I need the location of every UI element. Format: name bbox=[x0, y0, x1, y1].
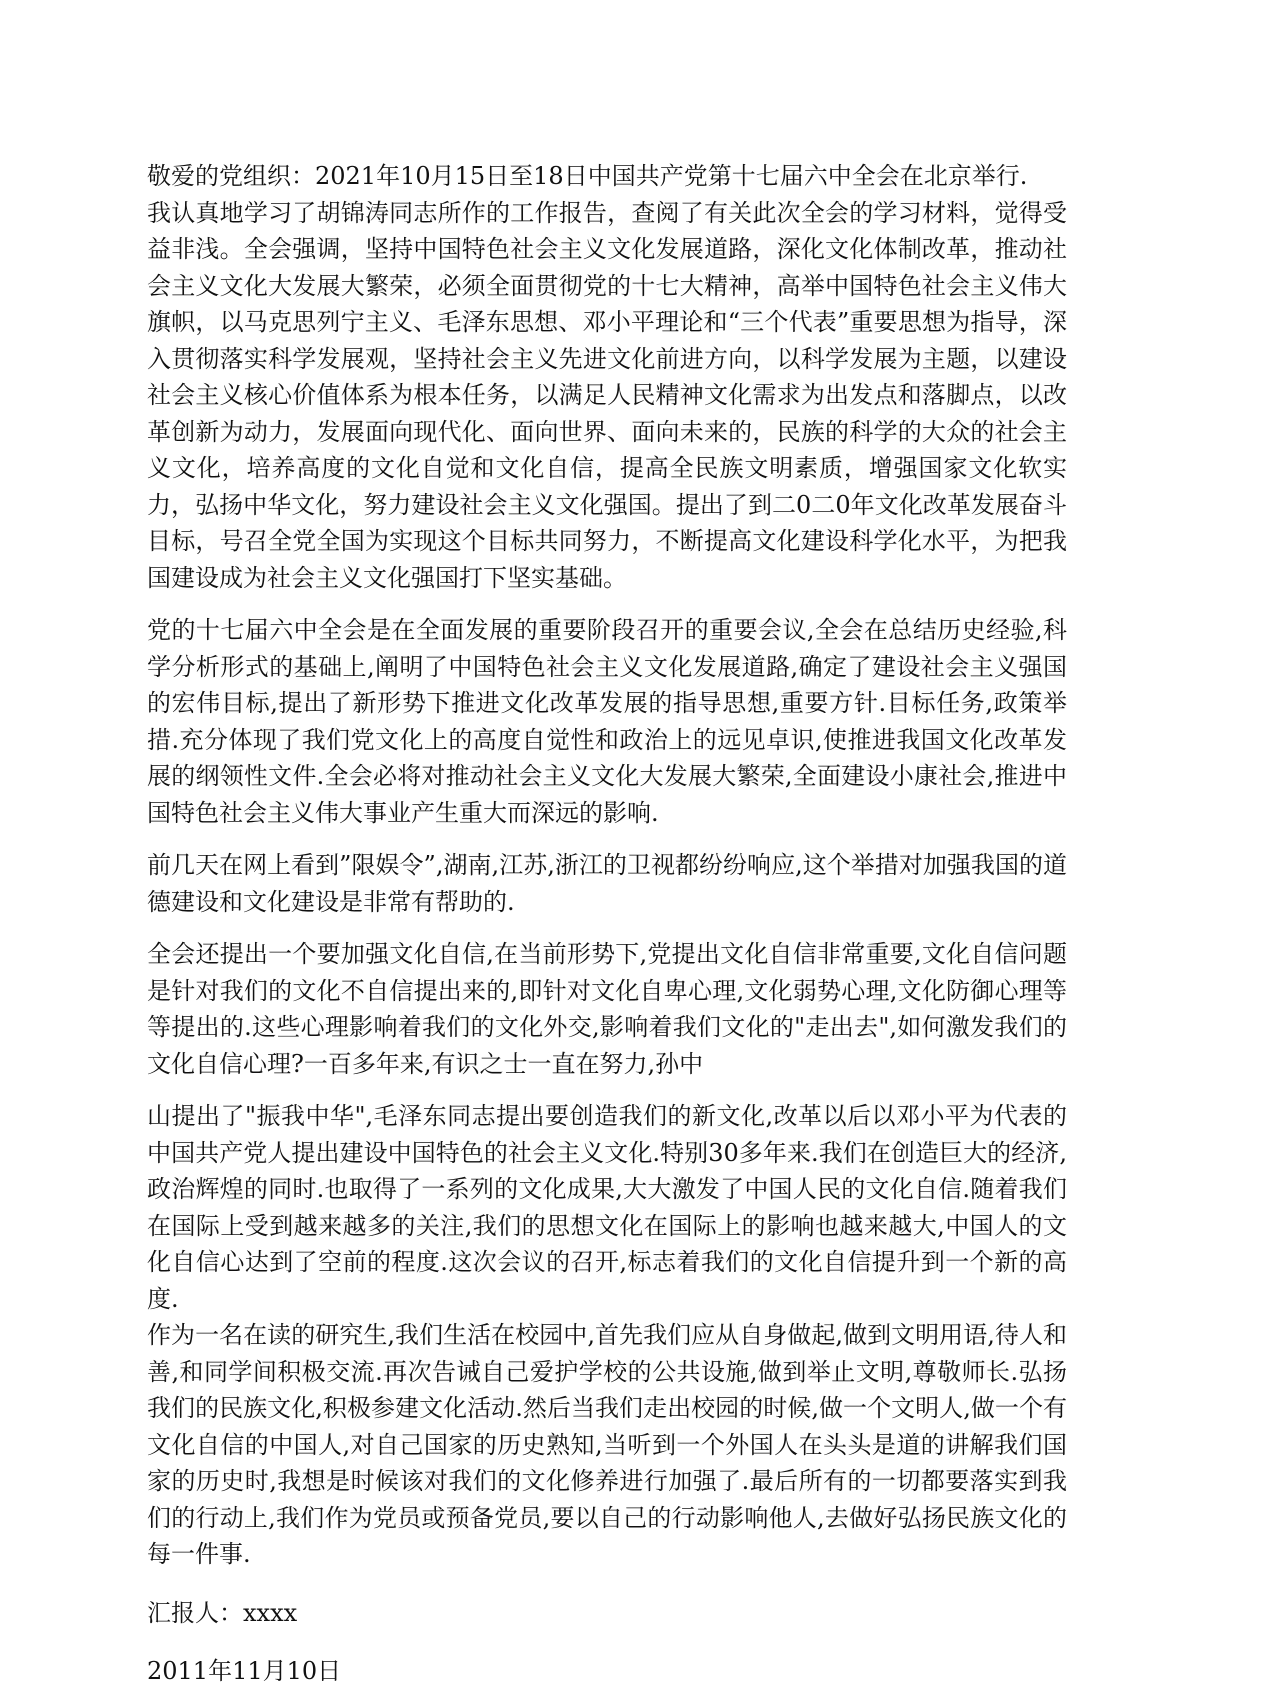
report-date: 2011年11月10日 bbox=[147, 1657, 342, 1685]
document-body bbox=[147, 158, 1067, 1690]
entertainment-restriction-paragraph: 前几天在网上看到”限娱令”,湖南,江苏,浙江的卫视都纷纷响应,这个举措对加强我国的道德建设和文化建设是非常有帮助的. bbox=[147, 851, 1067, 916]
cultural-confidence-paragraph: 全会还提出一个要加强文化自信,在当前形势下,党提出文化自信非常重要,文化自信问题是针对我们的文化不自信提出来的,即针对文化自卑心理,文化弱势心理,文化防御心理等等提出的.这些心理影响着我们的文化外交,影响着我们文化的"走出去",如何激发我们的文化自信心理?一百多年来,有识之士一直在努力,孙中 bbox=[147, 940, 1067, 1078]
study-report-paragraph: 我认真地学习了胡锦涛同志所作的工作报告，查阅了有关此次全会的学习材料，觉得受益非浅。全会强调，坚持中国特色社会主义文化发展道路，深化文化体制改革，推动社会主义文化大发展大繁荣，必须全面贯彻党的十七大精神，高举中国特色社会主义伟大旗帜，以马克思列宁主义、毛泽东思想、邓小平理论和“三个代表”重要思想为指导，深入贯彻落实科学发展观，坚持社会主义先进文化前进方向，以科学发展为主题，以建设社会主义核心价值体系为根本任务，以满足人民精神文化需求为出发点和落脚点，以改革创新为动力，发展面向现代化、面向世界、面向未来的，民族的科学的大众的社会主义文化，培养高度的文化自觉和文化自信，提高全民族文明素质，增强国家文化软实力，弘扬中华文化，努力建设社会主义文化强国。提出了到二0二0年文化改革发展奋斗目标，号召全党全国为实现这个目标共同努力，不断提高文化建设科学化水平，为把我国建设成为社会主义文化强国打下坚实基础。 bbox=[147, 198, 1067, 592]
personal-commitment-paragraph: 作为一名在读的研究生,我们生活在校园中,首先我们应从自身做起,做到文明用语,待人和善,和同学间积极交流.再次告诫自己爱护学校的公共设施,做到举止文明,尊敬师长.弘扬我们的民族文化,积极参建文化活动.然后当我们走出校园的时候,做一个文明人,做一个有文化自信的中国人,对自己国家的历史熟知,当听到一个外国人在头头是道的讲解我们国家的历史时,我想是时候该对我们的文化修养进行加强了.最后所有的一切都要落实到我们的行动上,我们作为党员或预备党员,要以自己的行动影响他人,去做好弘扬民族文化的每一件事. bbox=[147, 1321, 1067, 1568]
salutation-paragraph: 敬爱的党组织：2021年10月15日至18日中国共产党第十七届六中全会在北京举行. bbox=[147, 162, 1028, 190]
plenum-significance-paragraph: 党的十七届六中全会是在全面发展的重要阶段召开的重要会议,全会在总结历史经验,科学分析形式的基础上,阐明了中国特色社会主义文化发展道路,确定了建设社会主义强国的宏伟目标,提出了新形势下推进文化改革发展的指导思想,重要方针.目标任务,政策举措.充分体现了我们党文化上的高度自觉性和政治上的远见卓识,使推进我国文化改革发展的纲领性文件.全会必将对推动社会主义文化大发展大繁荣,全面建设小康社会,推进中国特色社会主义伟大事业产生重大而深远的影响. bbox=[147, 616, 1067, 827]
history-paragraph: 山提出了"振我中华",毛泽东同志提出要创造我们的新文化,改革以后以邓小平为代表的中国共产党人提出建设中国特色的社会主义文化.特别30多年来.我们在创造巨大的经济,政治辉煌的同时.也取得了一系列的文化成果,大大激发了中国人民的文化自信.随着我们在国际上受到越来越多的关注,我们的思想文化在国际上的影响也越来越大,中国人的文化自信心达到了空前的程度.这次会议的召开,标志着我们的文化自信提升到一个新的高度. bbox=[147, 1102, 1067, 1313]
reporter-signature: 汇报人：xxxx bbox=[147, 1598, 298, 1627]
